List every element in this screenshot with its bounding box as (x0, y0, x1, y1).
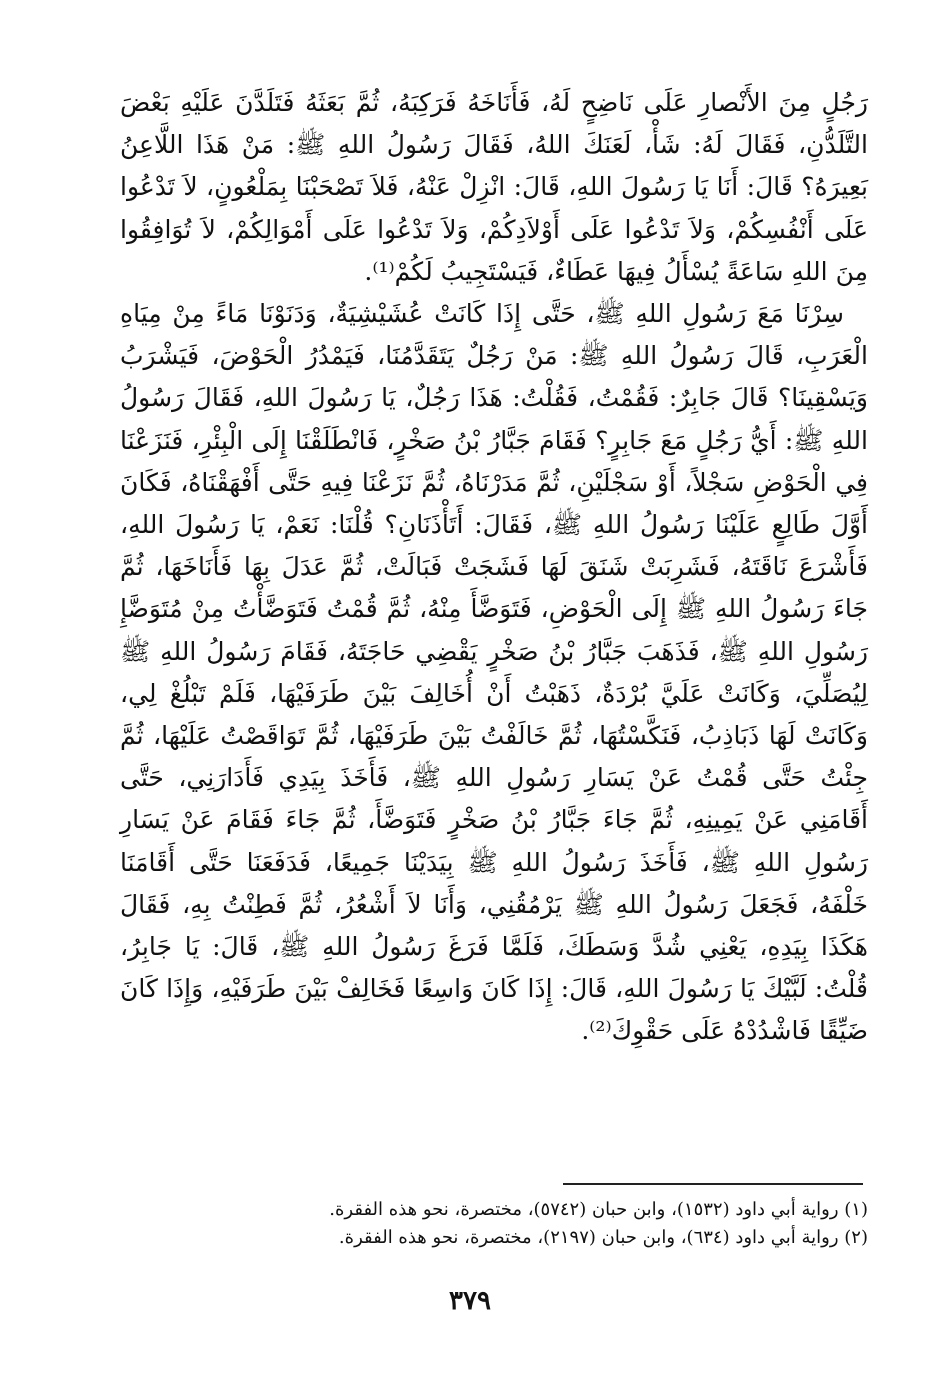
page-number: ٣٧٩ (449, 1286, 491, 1316)
footnote-separator (563, 1183, 863, 1185)
paragraph-2: سِرْنَا مَعَ رَسُولِ اللهِ ﷺ، حَتَّى إِذَا كَانَتْ عُشَيْشِيَةٌ، وَدَنَوْنَا مَاءً مِنْ مِيَاهِ الْعَرَبِ، قَالَ رَسُولُ اللهِ ﷺ: مَنْ رَجُلٌ يَتَقَدَّمُنَا، فَيَمْدُرُ الْحَوْضَ، فَيَشْرَبُ وَيَسْقِينَا؟ قَالَ جَابِرٌ: فَقُمْتُ، فَقُلْتُ: هَذَا رَجُلٌ، يَا رَسُولَ اللهِ، فَقَالَ رَسُولُ اللهِ ﷺ: أَيُّ رَجُلٍ مَعَ جَابِرٍ؟ فَقَامَ جَبَّارُ بْنُ صَخْرٍ، فَانْطَلَقْنَا إِلَى الْبِئْرِ، فَنَزَعْنَا فِي الْحَوْضِ سَجْلاً، أَوْ سَجْلَيْنِ، ثُمَّ مَدَرْنَاهُ، ثُمَّ نَزَعْنَا فِيهِ حَتَّى أَفْهَقْنَاهُ، فَكَانَ أَوَّلَ طَالِعٍ عَلَيْنَا رَسُولُ اللهِ ﷺ، فَقَالَ: أَتَأْذَنَانِ؟ قُلْنَا: نَعَمْ، يَا رَسُولَ اللهِ، فَأَشْرَعَ نَاقَتَهُ، فَشَرِبَتْ شَنَقَ لَهَا فَشَجَتْ فَبَالَتْ، ثُمَّ عَدَلَ بِهَا فَأَنَاخَهَا، ثُمَّ جَاءَ رَسُولُ اللهِ ﷺ إِلَى الْحَوْضِ، فَتَوَضَّأَ مِنْهُ، ثُمَّ قُمْتُ فَتَوَضَّأْتُ مِنْ مُتَوَضَّإِ رَسُولِ اللهِ ﷺ، فَذَهَبَ جَبَّارُ بْنُ صَخْرٍ يَقْضِي حَاجَتَهُ، فَقَامَ رَسُولُ اللهِ ﷺ لِيُصَلِّيَ، وَكَانَتْ عَلَيَّ بُرْدَةٌ، ذَهَبْتُ أَنْ أُخَالِفَ بَيْنَ طَرَفَيْهَا، فَلَمْ تَبْلُغْ لِي، وَكَانَتْ لَهَا ذَبَاذِبُ، فَنَكَّسْتُهَا، ثُمَّ خَالَفْتُ بَيْنَ طَرَفَيْهَا، ثُمَّ تَوَاقَصْتُ عَلَيْهَا، ثُمَّ جِئْتُ حَتَّى قُمْتُ عَنْ يَسَارِ رَسُولِ اللهِ ﷺ، فَأَخَذَ بِيَدِي فَأَدَارَنِي، حَتَّى أَقَامَنِي عَنْ يَمِينِهِ، ثُمَّ جَاءَ جَبَّارُ بْنُ صَخْرٍ فَتَوَضَّأَ، ثُمَّ جَاءَ فَقَامَ عَنْ يَسَارِ رَسُولِ اللهِ ﷺ، فَأَخَذَ رَسُولُ اللهِ ﷺ بِيَدَيْنَا جَمِيعًا، فَدَفَعَنَا حَتَّى أَقَامَنَا خَلْفَهُ، فَجَعَلَ رَسُولُ اللهِ ﷺ يَرْمُقُنِي، وَأَنَا لاَ أَشْعُرُ، ثُمَّ فَطِنْتُ بِهِ، فَقَالَ هَكَذَا بِيَدِهِ، يَعْنِي شُدَّ وَسَطَكَ، فَلَمَّا فَرَغَ رَسُولُ اللهِ ﷺ، قَالَ: يَا جَابِرُ، قُلْتُ: لَبَّيْكَ يَا رَسُولَ اللهِ، قَالَ: إِذَا كَانَ وَاسِعًا فَخَالِفْ بَيْنَ طَرَفَيْهِ، وَإِذَا كَانَ ضَيِّقًا فَاشْدُدْهُ عَلَى حَقْوِكَ⁽²⁾. (120, 299, 868, 1046)
footnote-2: (٢) رواية أبي داود (٦٣٤)، وابن حبان (٢١٩٧)، مختصرة، نحو هذه الفقرة. (338, 1227, 868, 1248)
paragraph-1: رَجُلٍ مِنَ الأَنْصارِ عَلَى نَاضِحٍ لَهُ، فَأَنَاخَهُ فَرَكِبَهُ، ثُمَّ بَعَثَهُ فَتَلَدَّنَ عَلَيْهِ بَعْضَ التَّلَدُّنِ، فَقَالَ لَهُ: شَأْ، لَعَنَكَ اللهُ، فَقَالَ رَسُولُ اللهِ ﷺ: مَنْ هَذَا اللَّاعِنُ بَعِيرَهُ؟ قَالَ: أَنَا يَا رَسُولَ اللهِ، قَالَ: انْزِلْ عَنْهُ، فَلاَ تَصْحَبْنَا بِمَلْعُونٍ، لاَ تَدْعُوا عَلَى أَنْفُسِكُمْ، وَلاَ تَدْعُوا عَلَى أَوْلاَدِكُمْ، وَلاَ تَدْعُوا عَلَى أَمْوَالِكُمْ، لاَ تُوَافِقُوا مِنَ اللهِ سَاعَةً يُسْأَلُ فِيهَا عَطَاءٌ، فَيَسْتَجِيبُ لَكُمْ⁽¹⁾. (120, 88, 868, 286)
main-text (120, 82, 868, 1053)
footnote-1: (١) رواية أبي داود (١٥٣٢)، وابن حبان (٥٧٤٢)، مختصرة، نحو هذه الفقرة. (329, 1199, 868, 1220)
footnotes (120, 1196, 868, 1252)
